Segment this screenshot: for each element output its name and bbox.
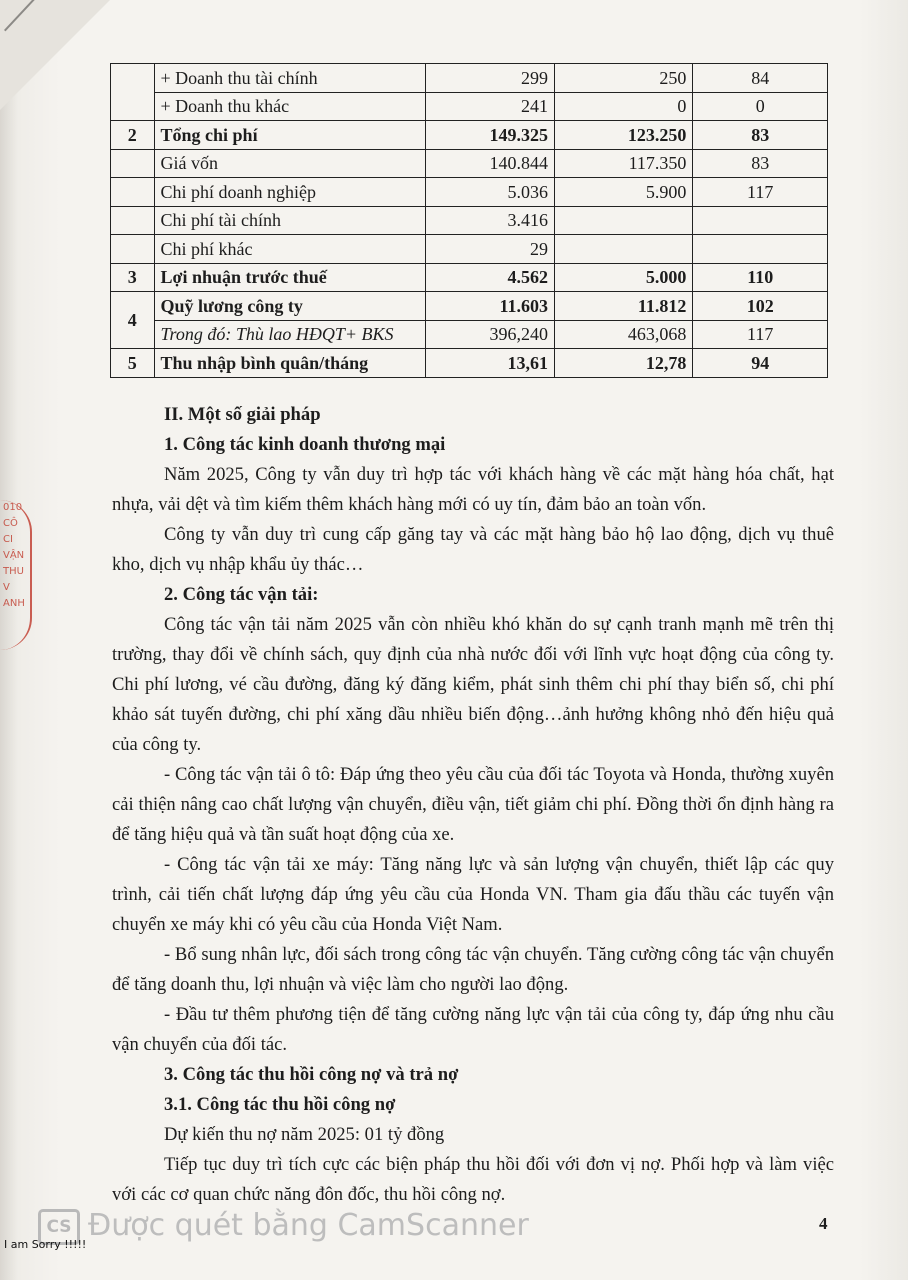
camscanner-logo-icon: CS	[38, 1209, 80, 1245]
value-plan-cell: 463,068	[554, 320, 692, 349]
percent-cell	[693, 235, 828, 264]
value-actual-cell: 29	[425, 235, 554, 264]
value-plan-cell: 250	[554, 64, 692, 93]
value-actual-cell: 11.603	[425, 292, 554, 321]
financial-table	[110, 63, 828, 378]
row-number-cell	[111, 206, 155, 235]
value-plan-cell: 11.812	[554, 292, 692, 321]
table-row	[111, 235, 828, 264]
footer-note: I am Sorry !!!!!	[4, 1238, 87, 1251]
value-plan-cell: 5.900	[554, 178, 692, 207]
subsection-heading-trade: 1. Công tác kinh doanh thương mại	[164, 434, 446, 455]
value-actual-cell: 3.416	[425, 206, 554, 235]
item-name-cell: Giá vốn	[154, 149, 425, 178]
value-actual-cell: 299	[425, 64, 554, 93]
item-name-cell: Tổng chi phí	[154, 121, 425, 150]
item-name-cell: Chi phí doanh nghiệp	[154, 178, 425, 207]
row-number-cell	[111, 235, 155, 264]
percent-cell	[693, 206, 828, 235]
value-plan-cell: 117.350	[554, 149, 692, 178]
percent-cell: 110	[693, 263, 828, 292]
row-number-cell	[111, 149, 155, 178]
item-name-cell: Chi phí tài chính	[154, 206, 425, 235]
table-row	[111, 149, 828, 178]
paragraph: Tiếp tục duy trì tích cực các biện pháp thu hồi đối với đơn vị nợ. Phối hợp và làm việc với các cơ quan chức năng đôn đốc, thu hồi công nợ.	[112, 1154, 834, 1205]
item-name-cell: Quỹ lương công ty	[154, 292, 425, 321]
value-plan-cell: 12,78	[554, 349, 692, 378]
table-row	[111, 121, 828, 150]
value-actual-cell: 5.036	[425, 178, 554, 207]
percent-cell: 0	[693, 92, 828, 121]
stamp-text: VẬN	[3, 550, 25, 561]
percent-cell: 117	[693, 320, 828, 349]
value-actual-cell: 4.562	[425, 263, 554, 292]
table-row	[111, 92, 828, 121]
paragraph: - Công tác vận tải ô tô: Đáp ứng theo yêu cầu của đối tác Toyota và Honda, thường xuyên cải thiện nâng cao chất lượng vận chuyển, điều vận, tiết giảm chi phí. Đồng thời ổn định hàng ra để tăng hiệu quả và tần suất hoạt động của xe.	[112, 764, 834, 845]
subsection-heading-debt-collection: 3.1. Công tác thu hồi công nợ	[164, 1094, 396, 1115]
value-plan-cell	[554, 206, 692, 235]
paragraph: Công tác vận tải năm 2025 vẫn còn nhiều khó khăn do sự cạnh tranh mạnh mẽ trên thị trường, thay đổi về chính sách, quy định của nhà nước đối với lĩnh vực hoạt động của công ty. Chi phí lương, vé cầu đường, đăng ký đăng kiểm, phát sinh thêm chi phí thay biển số, chi phí khảo sát tuyến đường, chi phí xăng dầu nhiều biến động…ảnh hưởng không nhỏ đến hiệu quả của công ty.	[112, 614, 834, 755]
paragraph: - Đầu tư thêm phương tiện để tăng cường năng lực vận tải của công ty, đáp ứng nhu cầu vận chuyển của đối tác.	[112, 1004, 834, 1055]
item-name-cell: Trong đó: Thù lao HĐQT+ BKS	[154, 320, 425, 349]
item-name-cell: Lợi nhuận trước thuế	[154, 263, 425, 292]
table-row	[111, 349, 828, 378]
item-name-cell: + Doanh thu khác	[154, 92, 425, 121]
value-actual-cell: 140.844	[425, 149, 554, 178]
table-row	[111, 178, 828, 207]
subsection-heading-transport: 2. Công tác vận tải:	[164, 584, 319, 605]
table-row	[111, 320, 828, 349]
financial-table-body	[111, 64, 828, 378]
document-body	[112, 400, 834, 1210]
paragraph: - Bổ sung nhân lực, đối sách trong công tác vận chuyển. Tăng cường công tác vận chuyển để tăng doanh thu, lợi nhuận và việc làm cho người lao động.	[112, 944, 834, 995]
paragraph: - Công tác vận tải xe máy: Tăng năng lực và sản lượng vận chuyển, thiết lập các quy trình, cải tiến chất lượng đáp ứng yêu cầu của Honda VN. Tham gia đấu thầu các tuyến vận chuyển xe máy khi có yêu cầu của Honda Việt Nam.	[112, 854, 834, 935]
paragraph: Dự kiến thu nợ năm 2025: 01 tỷ đồng	[164, 1124, 445, 1145]
percent-cell: 83	[693, 121, 828, 150]
row-number-cell	[111, 178, 155, 207]
red-stamp-seal	[0, 500, 32, 650]
row-number-cell: 3	[111, 263, 155, 292]
value-actual-cell: 149.325	[425, 121, 554, 150]
value-actual-cell: 13,61	[425, 349, 554, 378]
value-plan-cell: 123.250	[554, 121, 692, 150]
stamp-text: V	[3, 582, 10, 593]
value-plan-cell: 0	[554, 92, 692, 121]
subsection-heading-debt: 3. Công tác thu hồi công nợ và trả nợ	[164, 1064, 459, 1085]
value-actual-cell: 241	[425, 92, 554, 121]
table-row	[111, 263, 828, 292]
table-row	[111, 64, 828, 93]
stamp-text: CI	[3, 534, 13, 545]
row-number-cell: 2	[111, 121, 155, 150]
paragraph: Năm 2025, Công ty vẫn duy trì hợp tác với khách hàng về các mặt hàng hóa chất, hạt nhựa, vải dệt và tìm kiếm thêm khách hàng mới có uy tín, đảm bảo an toàn vốn.	[112, 464, 834, 515]
percent-cell: 102	[693, 292, 828, 321]
stamp-text: CÔ	[3, 518, 18, 529]
value-actual-cell: 396,240	[425, 320, 554, 349]
stamp-text: 010	[3, 502, 23, 513]
page-number: 4	[819, 1214, 828, 1233]
section-heading: II. Một số giải pháp	[164, 404, 321, 425]
paragraph: Công ty vẫn duy trì cung cấp găng tay và các mặt hàng bảo hộ lao động, dịch vụ thuê kho, dịch vụ nhập khẩu ủy thác…	[112, 524, 834, 575]
row-number-cell: 5	[111, 349, 155, 378]
item-name-cell: + Doanh thu tài chính	[154, 64, 425, 93]
stamp-text: ANH	[3, 598, 25, 609]
camscanner-watermark: Được quét bằng CamScanner	[88, 1208, 529, 1243]
table-row	[111, 206, 828, 235]
stamp-text: THU	[3, 566, 24, 577]
percent-cell: 94	[693, 349, 828, 378]
percent-cell: 84	[693, 64, 828, 93]
item-name-cell: Chi phí khác	[154, 235, 425, 264]
table-row	[111, 292, 828, 321]
value-plan-cell	[554, 235, 692, 264]
percent-cell: 83	[693, 149, 828, 178]
row-number-cell: 4	[111, 292, 155, 349]
item-name-cell: Thu nhập bình quân/tháng	[154, 349, 425, 378]
percent-cell: 117	[693, 178, 828, 207]
value-plan-cell: 5.000	[554, 263, 692, 292]
row-number-cell	[111, 64, 155, 121]
